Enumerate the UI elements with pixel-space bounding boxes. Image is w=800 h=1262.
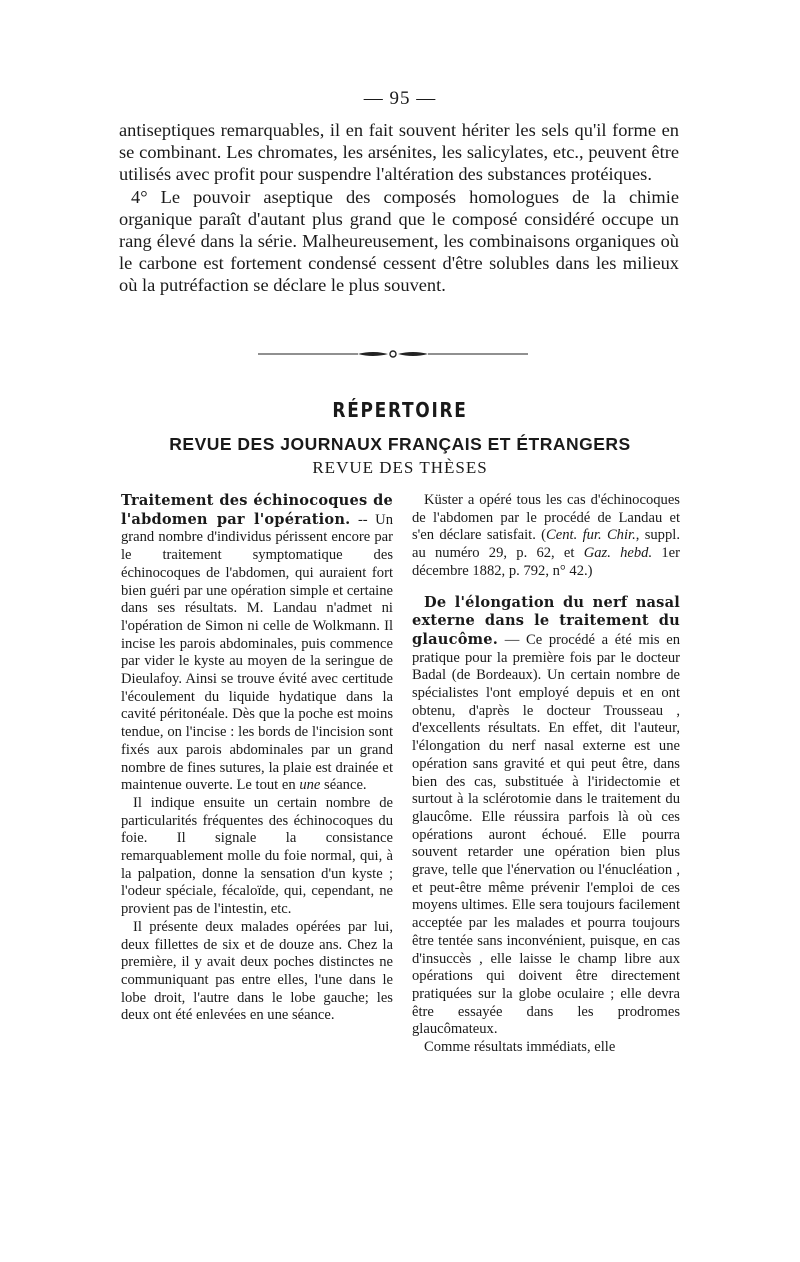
left-column [121, 492, 393, 1025]
section-title: RÉPERTOIRE [332, 398, 468, 422]
article-1-reference-2: Gaz. hebd. [583, 545, 653, 562]
article-1-italic: une [299, 777, 321, 794]
intro-paragraph-2: 4° Le pouvoir aseptique des composés homologues de la chimie organique paraît d'autant plus grand que le composé considéré occupe un rang élevé dans la série. Malheureusement, les combinaisons organiques où le carbone est fortement condensé cessent d'être solubles dans les milieux où la putréfaction se déclare le plus souvent. [119, 186, 679, 296]
article-2-paragraph-1 [412, 594, 680, 1040]
article-1-paragraph-3: Il présente deux malades opérées par lui, deux fillettes de six et de douze ans. Chez la première, il y avait deux poches distinctes ne communiquant pas entre elles, l'une dans le lobe droit, l'autre dans le lobe gauche; les deux ont été enlevées en une séance. [121, 918, 393, 1024]
page-number: — 95 — [363, 88, 437, 109]
section-subtitle: REVUE DES JOURNAUX FRANÇAIS ET ÉTRANGERS [169, 434, 631, 454]
article-1-text-end: séance. [320, 777, 367, 794]
intro-paragraph-1: antiseptiques remarquables, il en fait souvent hériter les sels qu'il forme en se combinant. Les chromates, les arsénites, les salicylates, etc., peuvent être utilisés avec profit pour suspendre l'altération des substances protéiques. [119, 120, 679, 185]
ornament-divider-icon [258, 349, 528, 359]
article-1-reference-1: Cent. fur. Chir. [546, 527, 636, 544]
article-2-text: — Ce procédé a été mis en pratique pour la première fois par le docteur Badal (de Bordeaux). Un certain nombre de spécialistes l'ont employé depuis et en ont obtenu, d'après le docteur Trousseau , d'excellents résultats. En effet, dit l'auteur, l'élongation du nerf nasal externe est une opération sans gravité et qui peut être, dans bien des cas, substituée à l'iridectomie et surtout à la sclérotomie dans le traitement du glaucôme. Elle réussira parfois là où ces opérations auront échoué. Elle pourra souvent retarder une opération bien plus grave, telle que l'énervation ou l'énucléation , et peut-être même prévenir l'emploi de ces moyens ultimes. Elle sera toujours facilement acceptée par les malades et pourra toujours être tentée sans inconvénient, puisque, en cas d'insuccès , elle laisse le champ libre aux opérations qui doivent être directement pratiquées sur la globe oculaire ; elle devra être essayée dans les prodromes glaucômateux. [412, 631, 680, 1038]
article-1-cont-text-a: Küster a opéré tous les cas d'échinocoques de l'abdomen par le procédé de Landau et s'en déclare satisfait. ( [412, 492, 680, 544]
intro-text [119, 119, 679, 297]
article-1-title: Traitement des échinocoques de l'abdomen par l'opération. [121, 492, 393, 528]
article-1-text: -- Un grand nombre d'individus périssent encore par le traitement symptomatique des échinocoques de l'abdomen, qui auraient fort bien guéri par une opération simple et certaine dans ses résultats. M. Landau n'admet ni l'opération de Simon ni celle de Wolkmann. Il incise les parois abdominales, puis commence par vider le kyste au moyen de la seringue de Dieulafoy. Ainsi se trouve évité avec certitude l'écoulement du liquide hydatique dans la cavité péritonéale. Dès que la poche est moins tendue, on l'incise : les bords de l'incision sont fixés aux parois abdominales par un grand nombre de fines sutures, la plaie est drainée et maintenue ouverte. Le tout en [121, 511, 394, 794]
article-2-paragraph-2: Comme résultats immédiats, elle [424, 1039, 616, 1056]
article-1-continuation [412, 492, 680, 581]
section-subsubtitle: REVUE DES THÈSES [312, 458, 488, 477]
article-2-title: De l'élongation du nerf nasal externe dans le traitement du glaucôme. [412, 593, 680, 648]
right-column [412, 492, 680, 1057]
article-1-cont-text-c: 1er décembre 1882, p. 792, n° 42.) [412, 545, 680, 579]
article-1-paragraph-1 [121, 492, 393, 795]
article-1-cont-text-b: , suppl. au numéro 29, p. 62, et [412, 527, 680, 562]
article-1-paragraph-2: Il indique ensuite un certain nombre de particularités fréquentes des échinocoques du foie. Il signale la consistance remarquablement molle du foie normal, qui, à la palpation, donne la sensation d'un kyste ; l'odeur spéciale, fécaloïde, qui, cependant, ne provient pas de l'intestin, etc. [121, 794, 393, 918]
